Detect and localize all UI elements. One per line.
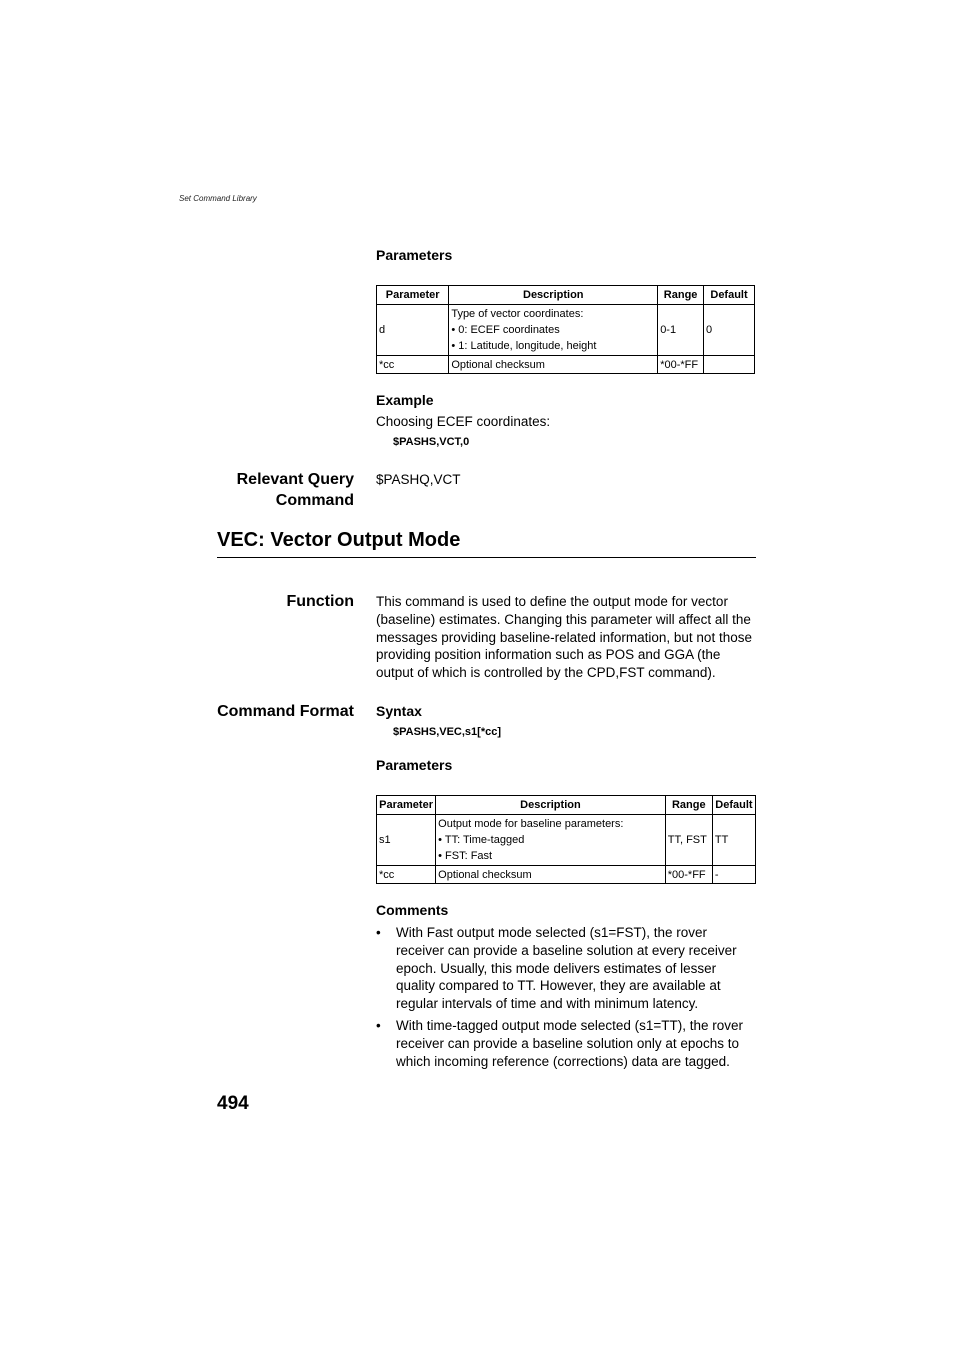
table-row bbox=[377, 305, 755, 356]
comments-list bbox=[376, 924, 756, 1074]
cell-description: Optional checksum bbox=[449, 356, 658, 374]
example-code: $PASHS,VCT,0 bbox=[393, 436, 470, 448]
parameters-heading: Parameters bbox=[376, 247, 453, 263]
relevant-query-label bbox=[174, 469, 354, 511]
cell-default bbox=[704, 356, 755, 374]
cell-range: 0-1 bbox=[658, 305, 704, 356]
cell-description: Optional checksum bbox=[436, 866, 666, 884]
table-row bbox=[377, 815, 756, 866]
desc-line: • 1: Latitude, longitude, height bbox=[451, 340, 597, 352]
list-item bbox=[376, 1017, 756, 1070]
page-number: 494 bbox=[217, 1093, 249, 1114]
cell-range: *00-*FF bbox=[658, 356, 704, 374]
cell-default: TT bbox=[712, 815, 755, 866]
cell-range: TT, FST bbox=[665, 815, 712, 866]
desc-line: • FST: Fast bbox=[438, 850, 493, 862]
comments-heading: Comments bbox=[376, 902, 449, 918]
table-row bbox=[377, 866, 756, 884]
bullet-icon: • bbox=[376, 1017, 381, 1033]
function-label: Function bbox=[286, 593, 354, 610]
table-row bbox=[377, 356, 755, 374]
column-header-default: Default bbox=[712, 796, 755, 815]
relevant-query-label-line2: Command bbox=[275, 492, 354, 509]
column-header-default: Default bbox=[704, 286, 755, 305]
bullet-icon: • bbox=[376, 925, 381, 940]
desc-line: Output mode for baseline parameters: bbox=[438, 818, 624, 830]
cell-default: 0 bbox=[704, 305, 755, 356]
cell-param: d bbox=[377, 305, 449, 356]
table-header-row bbox=[377, 286, 755, 305]
cell-param: *cc bbox=[377, 356, 449, 374]
cell-description bbox=[449, 305, 658, 356]
column-header-parameter: Parameter bbox=[377, 796, 436, 815]
desc-line: • 0: ECEF coordinates bbox=[451, 324, 560, 336]
parameters-heading: Parameters bbox=[376, 757, 453, 773]
section-rule bbox=[217, 557, 756, 558]
list-item bbox=[376, 924, 756, 1013]
syntax-code: $PASHS,VEC,s1[*cc] bbox=[393, 726, 502, 738]
relevant-query-label-line1: Relevant Query bbox=[236, 471, 354, 488]
cell-param: *cc bbox=[377, 866, 436, 884]
desc-line: • TT: Time-tagged bbox=[438, 834, 525, 846]
parameters-table-vct bbox=[376, 285, 755, 374]
function-text: This command is used to define the output mode for vector (baseline) estimates. Changing this parameter will affect all the messages providing baseline-related information, but not those providing position information such as POS and GGA (the output of which is controlled by the CPD,FST command). bbox=[376, 594, 752, 681]
cell-description bbox=[436, 815, 666, 866]
column-header-range: Range bbox=[658, 286, 704, 305]
command-format-label: Command Format bbox=[217, 703, 354, 720]
example-text: Choosing ECEF coordinates: bbox=[376, 414, 551, 429]
section-title: VEC: Vector Output Mode bbox=[217, 529, 461, 551]
column-header-description: Description bbox=[449, 286, 658, 305]
relevant-query-value: $PASHQ,VCT bbox=[376, 472, 461, 487]
cell-default: - bbox=[712, 866, 755, 884]
comment-text: With Fast output mode selected (s1=FST), the rover receiver can provide a baseline solution at every receiver epoch. Usually, this mode delivers estimates of lesser quality compared to TT. However, they are available at regular intervals of time and with minimum latency. bbox=[396, 925, 737, 1012]
parameters-table-vec bbox=[376, 795, 756, 884]
cell-param: s1 bbox=[377, 815, 436, 866]
syntax-heading: Syntax bbox=[376, 703, 422, 719]
example-heading: Example bbox=[376, 392, 434, 408]
table-header-row bbox=[377, 796, 756, 815]
column-header-description: Description bbox=[436, 796, 666, 815]
cell-range: *00-*FF bbox=[665, 866, 712, 884]
desc-line: Type of vector coordinates: bbox=[451, 308, 584, 320]
running-head: Set Command Library bbox=[179, 194, 257, 203]
comment-text: With time-tagged output mode selected (s1=TT), the rover receiver can provide a baseline solution only at epochs to which incoming reference (corrections) data are tagged. bbox=[396, 1017, 744, 1069]
column-header-parameter: Parameter bbox=[377, 286, 449, 305]
column-header-range: Range bbox=[665, 796, 712, 815]
